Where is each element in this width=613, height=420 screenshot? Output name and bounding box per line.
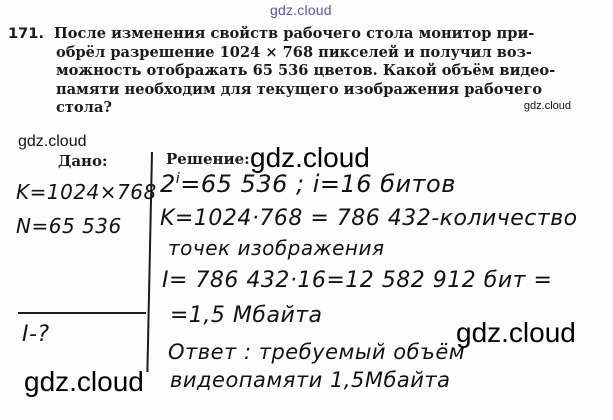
answer-line-1: Ответ : требуемый объём bbox=[168, 340, 466, 364]
watermark-left-mid: gdz.cloud bbox=[18, 133, 87, 150]
given-colors: N=65 536 bbox=[16, 214, 122, 238]
problem-text-line-4: памяти необходим для текущего изображения рабочего bbox=[56, 80, 543, 98]
solution-line-1-rest: =65 536 ; i=16 битов bbox=[180, 170, 456, 198]
solution-line-1-exponent: i bbox=[175, 171, 181, 187]
given-resolution: K=1024×768 bbox=[16, 180, 157, 204]
solution-line-1-base: 2 bbox=[160, 170, 176, 198]
given-heading: Дано: bbox=[58, 152, 108, 170]
solution-line-5: =1,5 Мбайта bbox=[170, 303, 323, 328]
solution-line-1 bbox=[160, 170, 456, 198]
problem-text-line-2: обрёл разрешение 1024 × 768 пикселей и получил воз- bbox=[56, 43, 532, 61]
problem-text-line-3: можность отображать 65 536 цветов. Какой объём видео- bbox=[56, 62, 556, 80]
problem-text-line-5: стола? bbox=[56, 99, 112, 117]
solution-line-4: I= 786 432·16=12 582 912 бит = bbox=[162, 268, 553, 293]
problem-line-1 bbox=[8, 25, 593, 44]
watermark-top: gdz.cloud bbox=[270, 2, 332, 18]
solution-line-2: K=1024·768 = 786 432-количество bbox=[160, 206, 578, 231]
answer-line-2: видеопамяти 1,5Мбайта bbox=[170, 368, 451, 392]
watermark-center: gdz.cloud bbox=[250, 142, 370, 173]
problem-statement bbox=[8, 25, 593, 118]
problem-text-line-1: После изменения свойств рабочего стола монитор при- bbox=[54, 25, 535, 42]
watermark-small-right: gdz.cloud bbox=[523, 100, 571, 112]
problem-number: 171. bbox=[8, 25, 45, 42]
watermark-right: gdz.cloud bbox=[456, 317, 576, 348]
watermark-bottom-left: gdz.cloud bbox=[24, 366, 144, 397]
solution-line-3: точек изображения bbox=[168, 236, 385, 260]
given-question: I-? bbox=[22, 322, 50, 347]
solution-heading: Решение: bbox=[166, 150, 250, 168]
horizontal-divider bbox=[18, 312, 146, 314]
